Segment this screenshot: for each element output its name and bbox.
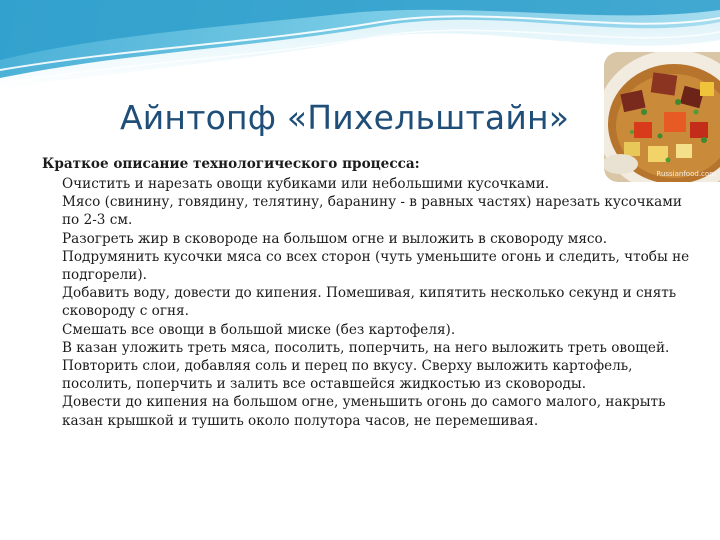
photo-watermark: Russianfood.com (656, 170, 716, 178)
slide-body (42, 154, 694, 430)
paragraph-5: Смешать все овощи в большой миске (без картофеля). (62, 321, 456, 338)
paragraph-2: Мясо (свинину, говядину, телятину, баранину - в равных частях) нарезать кусочками по 2-3 см. (62, 194, 682, 229)
paragraph-1: Очистить и нарезать овощи кубиками или небольшими кусочками. (62, 176, 550, 192)
paragraph-6: В казан уложить треть мяса, посолить, поперчить, на него выложить треть овощей. Повторить слои, добавляя соль и перец по вкусу. Сверху выложить картофель, посолить, поперчить и залить все оставшейся жидкостью из сковороды. (62, 339, 670, 393)
paragraph-7: Довести до кипения на большом огне, уменьшить огонь до самого малого, накрыть казан крышкой и тушить около полутора часов, не перемешивая. (62, 394, 666, 429)
slide-subtitle: Краткое описание технологического процесса: (42, 156, 420, 172)
paragraph-4: Добавить воду, довести до кипения. Помешивая, кипятить несколько секунд и снять сковороду с огня. (62, 285, 677, 320)
slide-title: Айнтопф «Пихельштайн» (120, 98, 570, 137)
paragraph-3: Разогреть жир в сковороде на большом огне и выложить в сковороду мясо. Подрумянить кусочки мяса со всех сторон (чуть уменьшите огонь и следить, чтобы не подгорели). (62, 230, 690, 284)
